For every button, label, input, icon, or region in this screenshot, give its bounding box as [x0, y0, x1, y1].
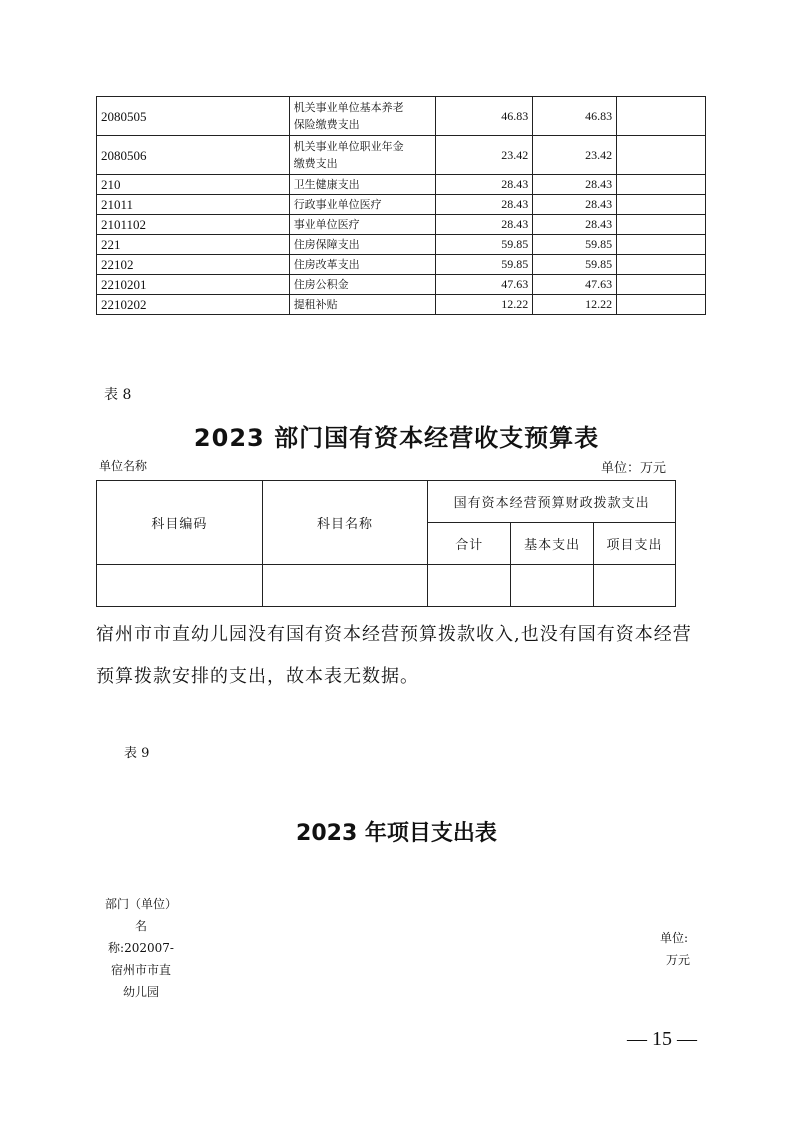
project-cell — [617, 275, 706, 295]
project-cell — [617, 255, 706, 275]
subject-code-cell: 210 — [97, 175, 290, 195]
empty-cell — [511, 565, 594, 607]
header-subject-name: 科目名称 — [262, 481, 428, 565]
table-row — [97, 295, 706, 315]
empty-cell — [594, 565, 676, 607]
dept-line: 幼儿园 — [122, 985, 159, 999]
table9-label: 表 9 — [124, 746, 150, 761]
dept-line: 称:202007- — [108, 941, 174, 955]
total-cell: 47.63 — [436, 275, 533, 295]
total-cell: 28.43 — [436, 175, 533, 195]
basic-cell: 28.43 — [533, 195, 617, 215]
project-cell — [617, 97, 706, 136]
expenditure-table-continued — [96, 96, 706, 315]
unit-line: 万元 — [666, 953, 691, 967]
subject-name-cell — [289, 97, 436, 136]
project-cell — [617, 175, 706, 195]
table-row — [97, 195, 706, 215]
total-cell: 46.83 — [436, 97, 533, 136]
subject-code-cell: 2210202 — [97, 295, 290, 315]
department-name-block — [96, 893, 186, 1003]
header-total: 合计 — [428, 523, 511, 565]
subject-name-line: 机关事业单位职业年金 — [293, 140, 404, 153]
subject-name-line: 保险缴费支出 — [293, 118, 360, 131]
header-basic: 基本支出 — [511, 523, 594, 565]
header-budget-group: 国有资本经营预算财政拨款支出 — [428, 481, 676, 523]
table-row — [97, 175, 706, 195]
empty-cell — [97, 565, 263, 607]
table8-title: 2023 部门国有资本经营收支预算表 — [193, 424, 600, 452]
table-row — [97, 275, 706, 295]
subject-code-cell: 2101102 — [97, 215, 290, 235]
unit-line: 单位: — [660, 931, 689, 945]
basic-cell: 23.42 — [533, 136, 617, 175]
subject-name-line: 缴费支出 — [293, 157, 338, 170]
table8-label: 表 8 — [104, 387, 132, 403]
state-capital-budget-table — [96, 480, 676, 607]
total-cell: 23.42 — [436, 136, 533, 175]
dept-line: 名 — [134, 919, 147, 933]
subject-name-line: 机关事业单位基本养老 — [293, 101, 404, 114]
basic-cell: 46.83 — [533, 97, 617, 136]
table8-note-line2: 预算拨款安排的支出，故本表无数据。 — [96, 666, 419, 687]
subject-name-cell: 住房公积金 — [289, 275, 436, 295]
total-cell: 28.43 — [436, 195, 533, 215]
table8-note-line1: 宿州市市直幼儿园没有国有资本经营预算拨款收入,也没有国有资本经营 — [96, 624, 692, 645]
total-cell: 28.43 — [436, 215, 533, 235]
basic-cell: 12.22 — [533, 295, 617, 315]
subject-name-cell: 行政事业单位医疗 — [289, 195, 436, 215]
subject-name-cell — [289, 136, 436, 175]
project-cell — [617, 235, 706, 255]
table-row — [97, 136, 706, 175]
project-cell — [617, 295, 706, 315]
basic-cell: 59.85 — [533, 235, 617, 255]
table9-unit — [660, 927, 690, 971]
project-cell — [617, 195, 706, 215]
total-cell: 12.22 — [436, 295, 533, 315]
basic-cell: 28.43 — [533, 175, 617, 195]
subject-name-cell: 事业单位医疗 — [289, 215, 436, 235]
project-cell — [617, 215, 706, 235]
subject-code-cell: 22102 — [97, 255, 290, 275]
table9-title: 2023 年项目支出表 — [296, 821, 497, 846]
page-number: — 15 — — [627, 1028, 697, 1050]
total-cell: 59.85 — [436, 235, 533, 255]
dept-line: 宿州市市直 — [110, 963, 171, 977]
basic-cell: 47.63 — [533, 275, 617, 295]
subject-code-cell: 2080505 — [97, 97, 290, 136]
subject-name-cell: 住房保障支出 — [289, 235, 436, 255]
table8-unit-name: 单位名称 — [99, 459, 148, 473]
subject-code-cell: 21011 — [97, 195, 290, 215]
header-project: 项目支出 — [594, 523, 676, 565]
table-row — [97, 235, 706, 255]
subject-code-cell: 2080506 — [97, 136, 290, 175]
table8-unit: 单位：万元 — [601, 461, 667, 476]
dept-line: 部门（单位） — [104, 897, 177, 911]
subject-name-cell: 卫生健康支出 — [289, 175, 436, 195]
subject-code-cell: 221 — [97, 235, 290, 255]
table-row — [97, 215, 706, 235]
subject-name-cell: 提租补贴 — [289, 295, 436, 315]
total-cell: 59.85 — [436, 255, 533, 275]
project-cell — [617, 136, 706, 175]
subject-code-cell: 2210201 — [97, 275, 290, 295]
basic-cell: 59.85 — [533, 255, 617, 275]
basic-cell: 28.43 — [533, 215, 617, 235]
subject-name-cell: 住房改革支出 — [289, 255, 436, 275]
table-row — [97, 97, 706, 136]
table-row — [97, 255, 706, 275]
empty-cell — [262, 565, 428, 607]
empty-cell — [428, 565, 511, 607]
header-subject-code: 科目编码 — [97, 481, 263, 565]
